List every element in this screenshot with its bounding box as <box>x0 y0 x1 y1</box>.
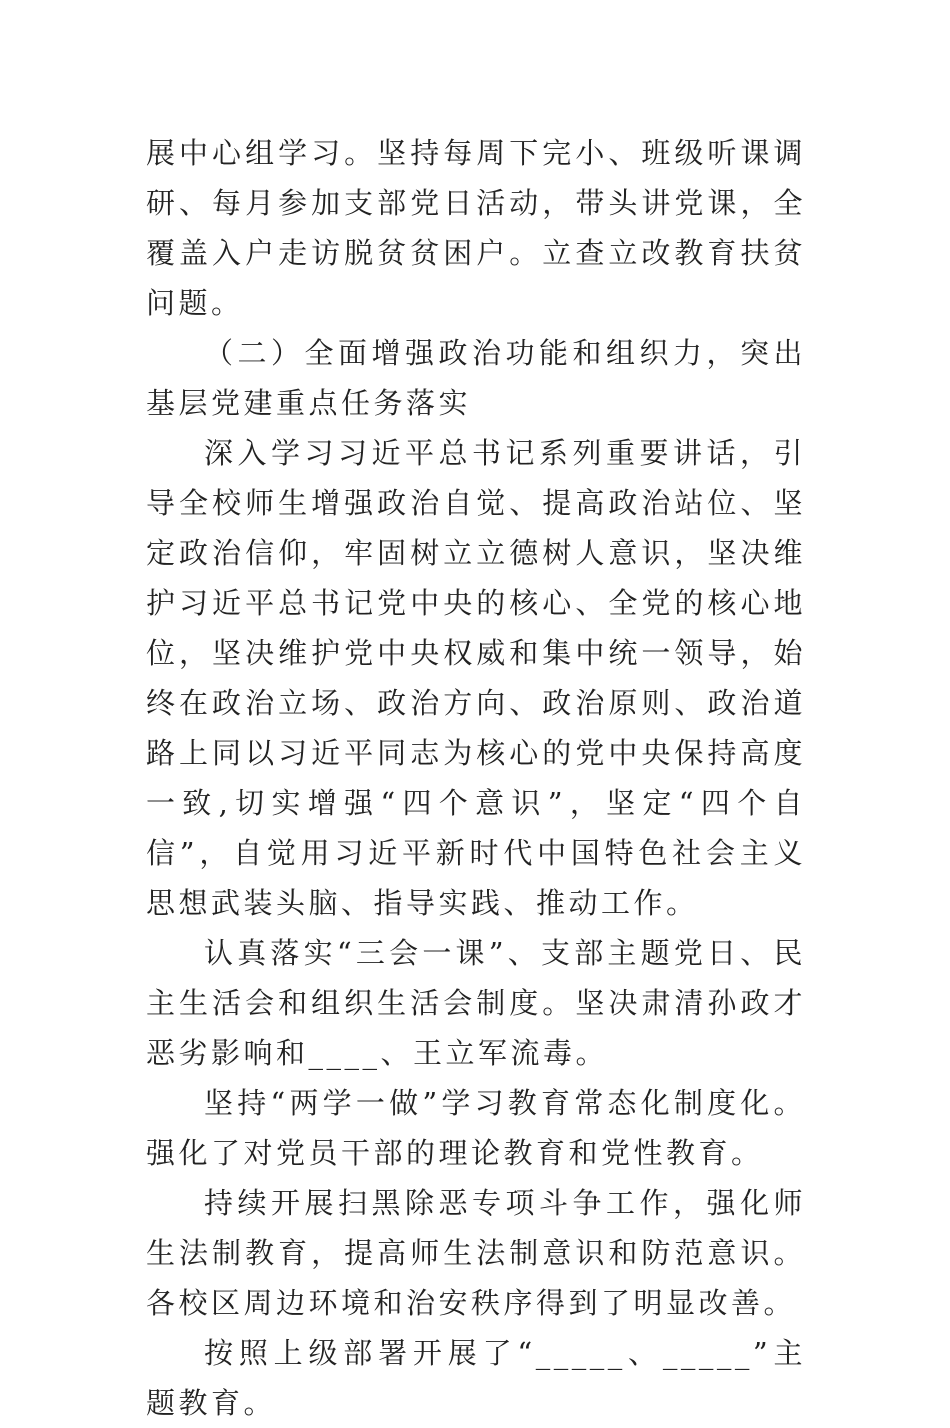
paragraph: 认真落实“三会一课”、支部主题党日、民主生活会和组织生活会制度。坚决肃清孙政才恶劣影响和____、王立军流毒。 <box>146 936 806 1070</box>
section-heading: （二）全面增强政治功能和组织力，突出基层党建重点任务落实 <box>146 336 806 420</box>
paragraph: 持续开展扫黑除恶专项斗争工作，强化师生法制教育，提高师生法制意识和防范意识。各校区周边环境和治安秩序得到了明显改善。 <box>146 1186 806 1320</box>
paragraph: 深入学习习近平总书记系列重要讲话，引导全校师生增强政治自觉、提高政治站位、坚定政治信仰，牢固树立立德树人意识，坚决维护习近平总书记党中央的核心、全党的核心地位，坚决维护党中央权威和集中统一领导，始终在政治立场、政治方向、政治原则、政治道路上同以习近平同志为核心的党中央保持高度一致,切实增强“四个意识”，坚定“四个自信”，自觉用习近平新时代中国特色社会主义思想武装头脑、指导实践、推动工作。 <box>146 436 806 920</box>
paragraph-continuation: 展中心组学习。坚持每周下完小、班级听课调研、每月参加支部党日活动，带头讲党课，全覆盖入户走访脱贫贫困户。立查立改教育扶贫问题。 <box>146 136 806 320</box>
paragraph: 坚持“两学一做”学习教育常态化制度化。强化了对党员干部的理论教育和党性教育。 <box>146 1086 806 1170</box>
paragraph: 按照上级部署开展了“_____、_____”主题教育。 <box>146 1336 806 1420</box>
document-body <box>146 128 806 1428</box>
